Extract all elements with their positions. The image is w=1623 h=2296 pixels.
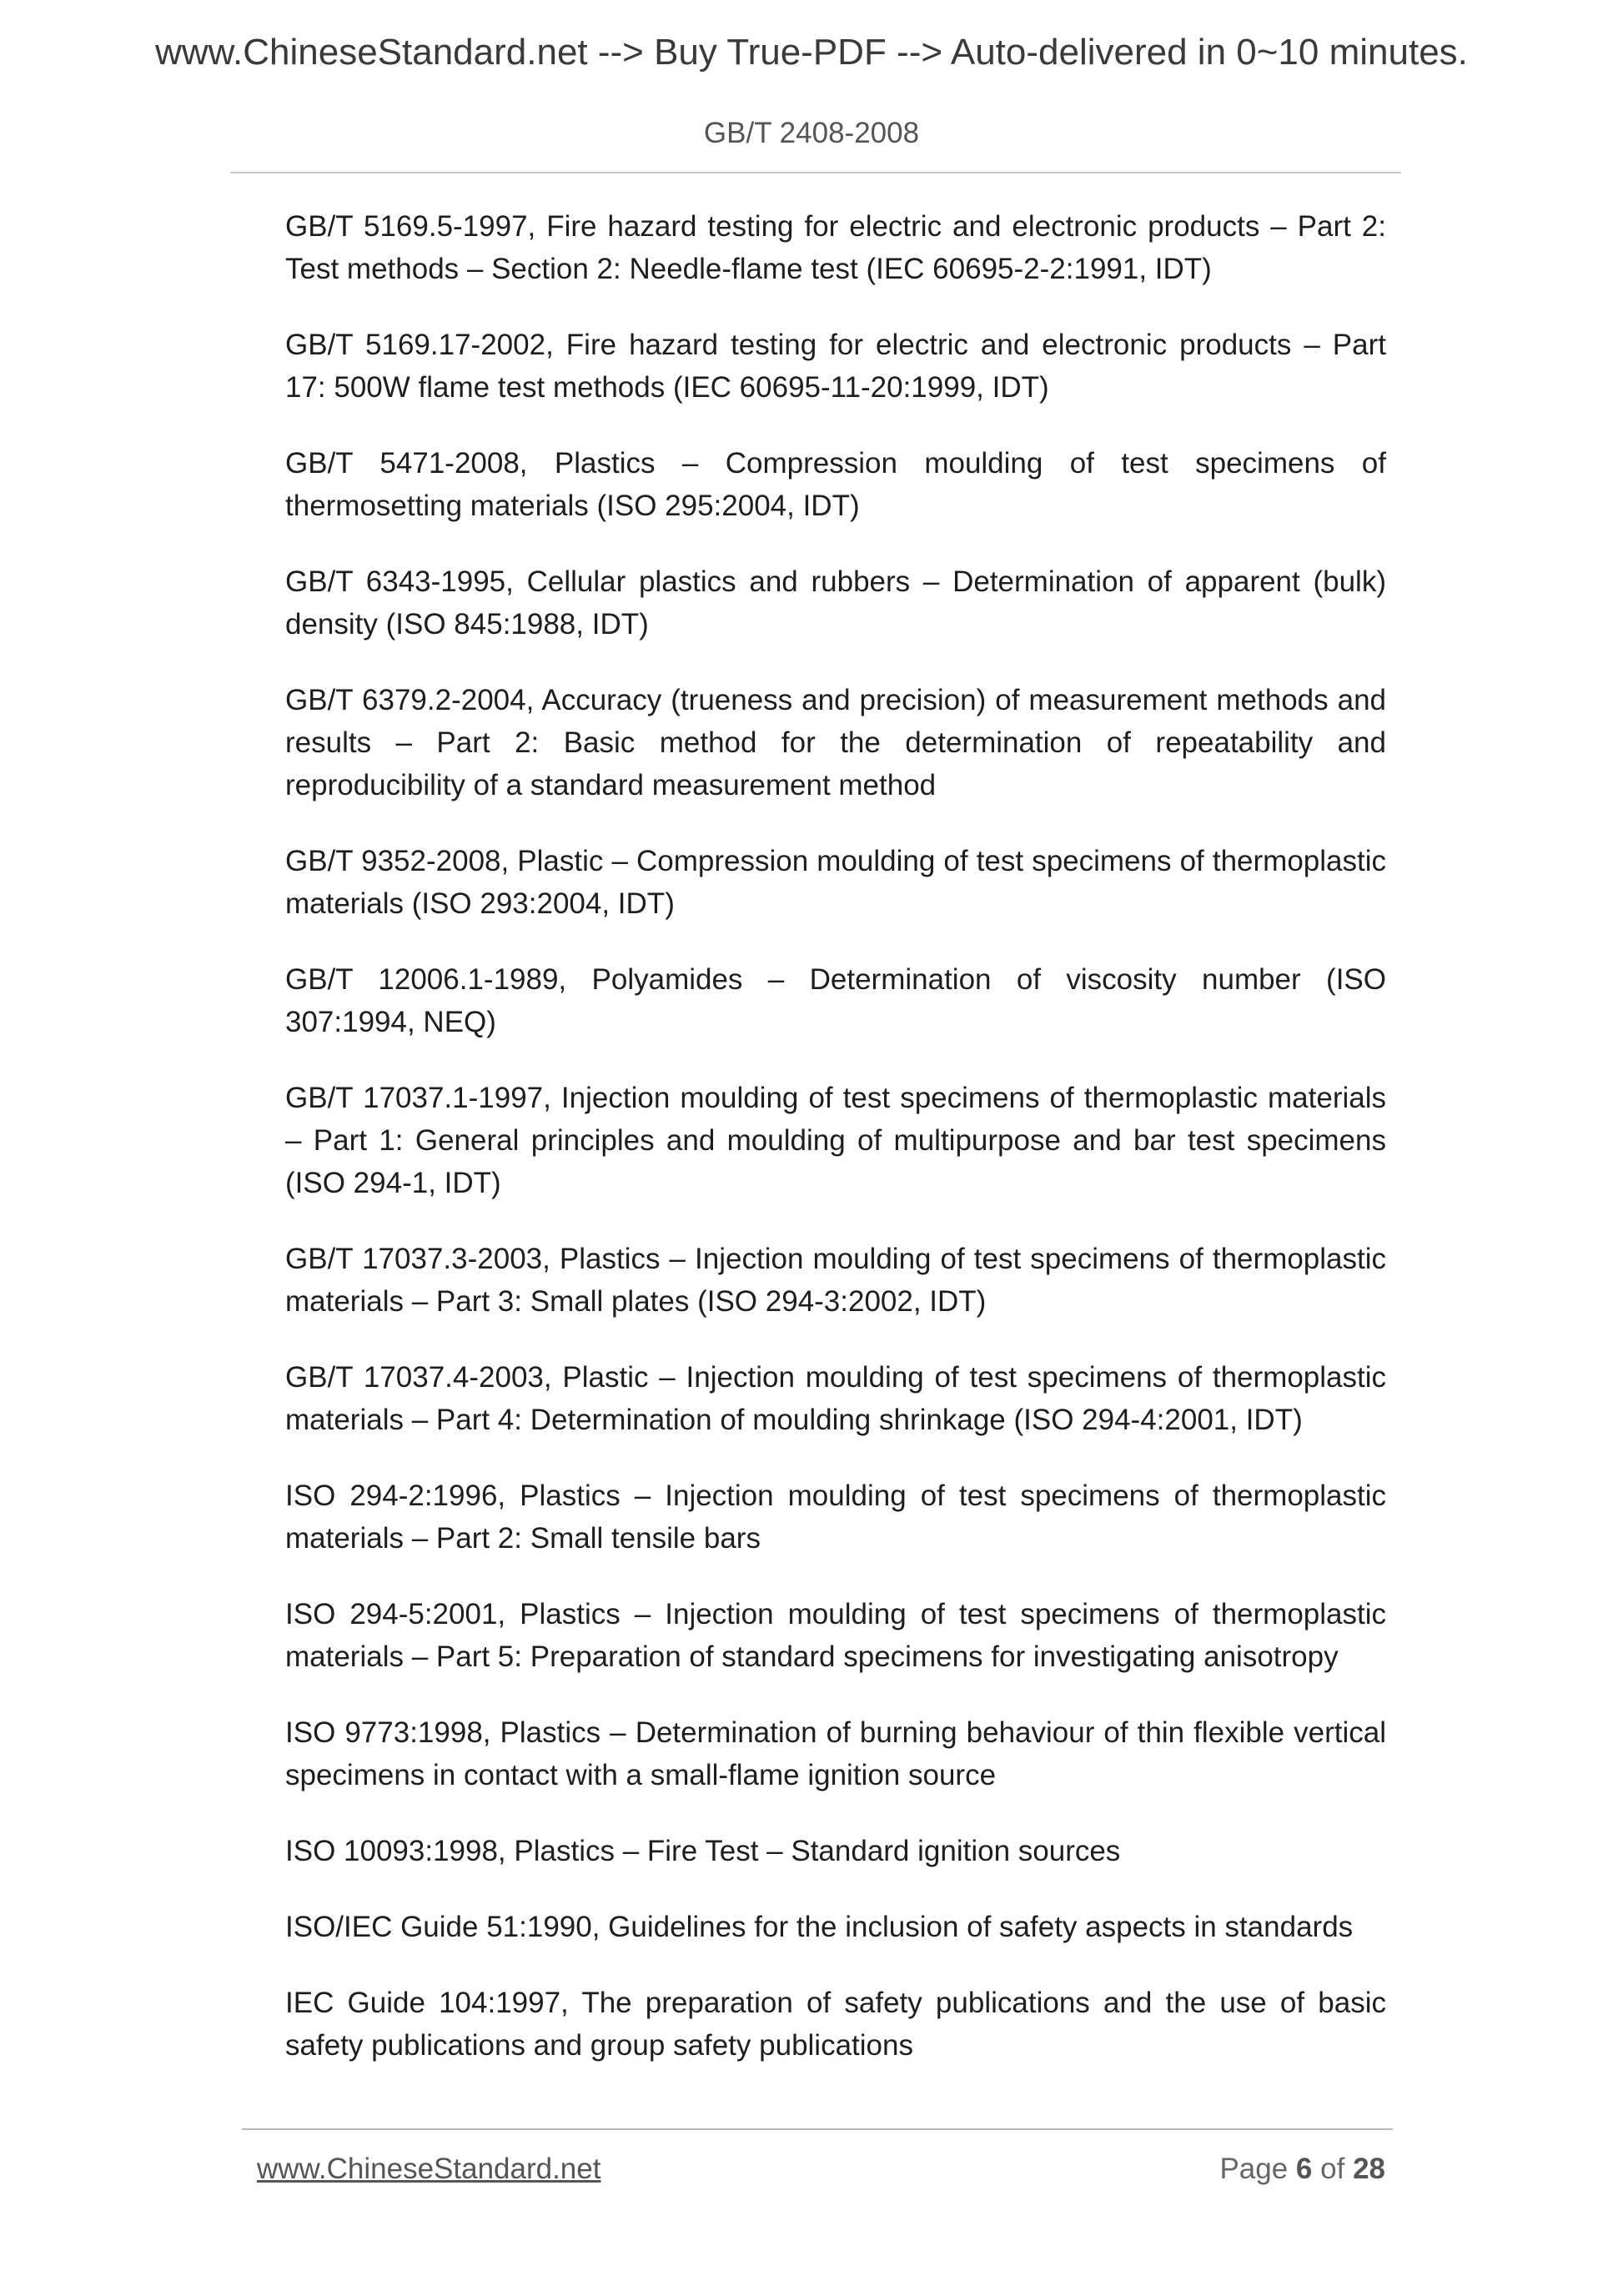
- current-page-number: 6: [1295, 2153, 1313, 2185]
- reference-item: IEC Guide 104:1997, The preparation of safety publications and the use of basic safety publications and group safety publications: [285, 1987, 1386, 2062]
- page-indicator: [1219, 2153, 1385, 2186]
- reference-item: GB/T 6379.2-2004, Accuracy (trueness and precision) of measurement methods and results – Part 2: Basic method for the determination of repeatability and reproducibility of a standard measurement method: [285, 684, 1386, 801]
- reference-item: ISO 294-2:1996, Plastics – Injection moulding of test specimens of thermoplastic materials – Part 2: Small tensile bars: [285, 1480, 1386, 1555]
- of-word: of: [1320, 2153, 1345, 2185]
- header-divider: [230, 172, 1401, 173]
- reference-item: GB/T 5471-2008, Plastics – Compression moulding of test specimens of thermosetting materials (ISO 295:2004, IDT): [285, 447, 1386, 522]
- standard-id-header: GB/T 2408-2008: [703, 117, 920, 149]
- reference-item: ISO/IEC Guide 51:1990, Guidelines for the inclusion of safety aspects in standards: [285, 1911, 1354, 1943]
- reference-item: GB/T 5169.5-1997, Fire hazard testing for electric and electronic products – Part 2: Test methods – Section 2: Needle-flame test (IEC 60695-2-2:1991, IDT): [285, 210, 1386, 285]
- normative-references-list: [285, 205, 1386, 2100]
- footer-divider: [242, 2128, 1393, 2130]
- reference-item: GB/T 9352-2008, Plastic – Compression moulding of test specimens of thermoplastic materials (ISO 293:2004, IDT): [285, 845, 1386, 920]
- reference-item: ISO 10093:1998, Plastics – Fire Test – Standard ignition sources: [285, 1835, 1121, 1867]
- footer-site-link[interactable]: www.ChineseStandard.net: [257, 2153, 601, 2185]
- reference-item: GB/T 5169.17-2002, Fire hazard testing for electric and electronic products – Part 17: 500W flame test methods (IEC 60695-11-20:1999, IDT): [285, 329, 1386, 404]
- page-word: Page: [1219, 2153, 1289, 2185]
- reference-item: GB/T 17037.1-1997, Injection moulding of test specimens of thermoplastic materials – Part 1: General principles and moulding of multipurpose and bar test specimens (ISO 294-1, IDT): [285, 1082, 1386, 1199]
- reference-item: GB/T 17037.3-2003, Plastics – Injection moulding of test specimens of thermoplastic materials – Part 3: Small plates (ISO 294-3:2002, IDT): [285, 1243, 1386, 1318]
- reference-item: GB/T 17037.4-2003, Plastic – Injection moulding of test specimens of thermoplastic materials – Part 4: Determination of moulding shrinkage (ISO 294-4:2001, IDT): [285, 1361, 1386, 1436]
- reference-item: ISO 294-5:2001, Plastics – Injection moulding of test specimens of thermoplastic materials – Part 5: Preparation of standard specimens for investigating anisotropy: [285, 1598, 1386, 1673]
- reference-item: GB/T 12006.1-1989, Polyamides – Determination of viscosity number (ISO 307:1994, NEQ): [285, 963, 1386, 1038]
- site-banner: www.ChineseStandard.net --> Buy True-PDF --> Auto-delivered in 0~10 minutes.: [155, 32, 1468, 73]
- reference-item: GB/T 6343-1995, Cellular plastics and rubbers – Determination of apparent (bulk) density (ISO 845:1988, IDT): [285, 565, 1386, 641]
- total-page-count: 28: [1353, 2153, 1385, 2185]
- reference-item: ISO 9773:1998, Plastics – Determination of burning behaviour of thin flexible vertical specimens in contact with a small-flame ignition source: [285, 1716, 1386, 1791]
